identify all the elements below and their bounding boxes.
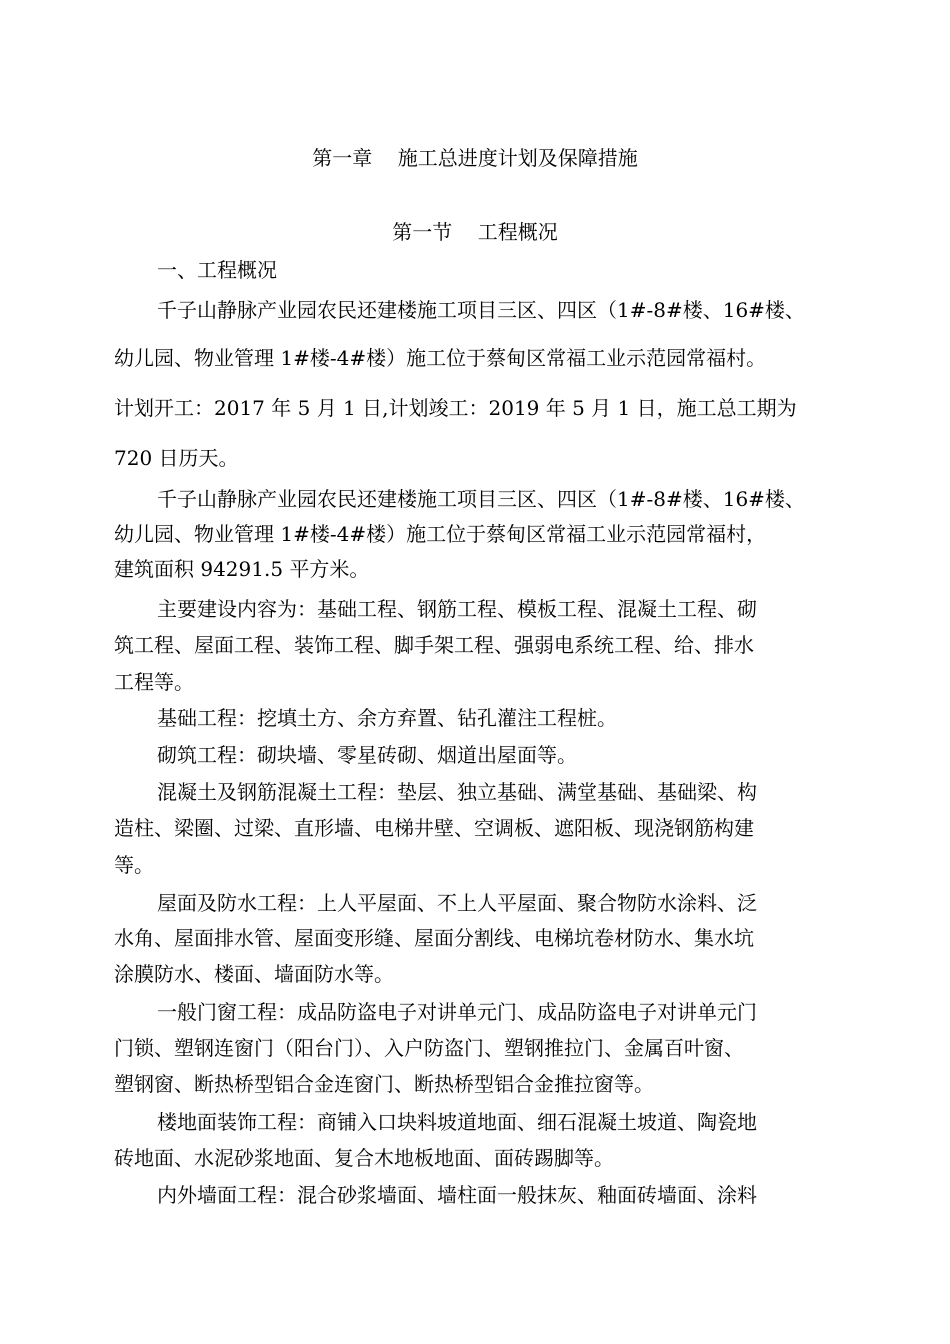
paragraph-line: 砖地面、水泥砂浆地面、复合木地板地面、面砖踢脚等。 (114, 1146, 614, 1170)
paragraph-line: 门锁、塑钢连窗门（阳台门）、入户防盗门、塑钢推拉门、金属百叶窗、 (114, 1036, 744, 1060)
paragraph-line: 筑工程、屋面工程、装饰工程、脚手架工程、强弱电系统工程、给、排水 (114, 633, 754, 657)
paragraph-line: 千子山静脉产业园农民还建楼施工项目三区、四区（1#-8#楼、16#楼、 (157, 298, 805, 322)
paragraph-line: 千子山静脉产业园农民还建楼施工项目三区、四区（1#-8#楼、16#楼、 (157, 487, 805, 511)
paragraph-line: 基础工程：挖填土方、余方弃置、钻孔灌注工程桩。 (157, 706, 617, 730)
paragraph-line: 工程等。 (114, 670, 194, 694)
paragraph-line: 水角、屋面排水管、屋面变形缝、屋面分割线、电梯坑卷材防水、集水坑 (114, 926, 754, 950)
paragraph-line: 屋面及防水工程：上人平屋面、不上人平屋面、聚合物防水涂料、泛 (157, 891, 757, 915)
paragraph-line: 主要建设内容为：基础工程、钢筋工程、模板工程、混凝土工程、砌 (157, 597, 757, 621)
paragraph-line: 幼儿园、物业管理 1#楼-4#楼）施工位于蔡甸区常福工业示范园常福村， (114, 522, 767, 546)
paragraph-line: 内外墙面工程：混合砂浆墙面、墙柱面一般抹灰、釉面砖墙面、涂料 (157, 1183, 757, 1207)
paragraph-line: 涂膜防水、楼面、墙面防水等。 (114, 962, 394, 986)
section-title: 第一节 工程概况 (392, 220, 558, 244)
paragraph-line: 720 日历天。 (114, 446, 239, 470)
paragraph-line: 造柱、梁圈、过梁、直形墙、电梯井壁、空调板、遮阳板、现浇钢筋构建 (114, 816, 754, 840)
paragraph-line: 幼儿园、物业管理 1#楼-4#楼）施工位于蔡甸区常福工业示范园常福村。 (114, 346, 767, 370)
paragraph-line: 混凝土及钢筋混凝土工程：垫层、独立基础、满堂基础、基础梁、构 (157, 780, 757, 804)
paragraph-line: 楼地面装饰工程：商铺入口块料坡道地面、细石混凝土坡道、陶瓷地 (157, 1110, 757, 1134)
paragraph-line: 砌筑工程：砌块墙、零星砖砌、烟道出屋面等。 (157, 743, 577, 767)
paragraph-line: 塑钢窗、断热桥型铝合金连窗门、断热桥型铝合金推拉窗等。 (114, 1072, 654, 1096)
paragraph-line: 计划开工：2017 年 5 月 1 日,计划竣工：2019 年 5 月 1 日，施工总工期为 (114, 396, 797, 420)
paragraph-line: 建筑面积 94291.5 平方米。 (114, 557, 370, 581)
paragraph-line: 等。 (114, 853, 154, 877)
subsection-title: 一、工程概况 (157, 258, 277, 282)
chapter-title: 第一章 施工总进度计划及保障措施 (312, 146, 638, 170)
paragraph-line: 一般门窗工程：成品防盗电子对讲单元门、成品防盗电子对讲单元门 (157, 1000, 757, 1024)
